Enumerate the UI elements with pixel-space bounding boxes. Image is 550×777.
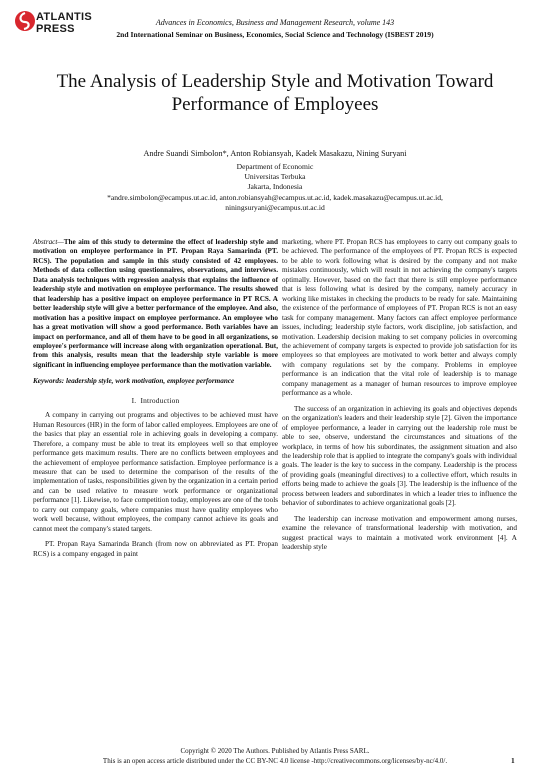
section-heading: [33, 396, 278, 405]
keywords-text: leadership style, work motivation, employee performance: [65, 377, 235, 386]
body-paragraph: marketing, where PT. Propan RCS has employees to carry out company goals to be achieved. The performance of the employees of PT. Propan RCS is expected to be able to work following what is desired by the company and not make mistakes continuously, which will result in not achieving the company's targets optimally. However, based on the fact that there is still employee performance that is less following what is desired by the company, namely accuracy in working like mistakes in checking the products to be ready for sale. Maintaining the existence of the performance of employees of PT. Propan RCS is not an easy task for company management. Many factors can affect employee performance issues, including; leadership style factors, work discipline, job satisfaction, and motivation. Leadership decision making to set company policies in overcoming the achievement of company targets is expected to provide job satisfaction for its employees so that employees are motivated to work better and always comply with company regulations set by the company. Problems in employee performance is an indication that the vital role of leadership is to manage company management as a manager of human resources to improve employee performance as a whole.: [282, 238, 517, 398]
publisher-name-line1: ATLANTIS: [36, 11, 92, 23]
publisher-name-line2: PRESS: [36, 23, 75, 35]
right-column: [282, 238, 517, 553]
body-paragraph: The leadership can increase motivation and empowerment among nurses, examine the relevance of transformational leadership with motivation, and suggest practical ways to maintain a motivated work environment [4]. A leadership style: [282, 514, 517, 552]
body-paragraph: A company in carrying out programs and objectives to be achieved must have Human Resources (HR) in the form of labor called employees. Employees are one of the basics that play an essential role in achieving goals in developing a company. Therefore, a company must be able to treat its employees well so that employee performance gets maximum results. There are no conflicts between employees and the achievement of employee performance satisfaction. Employee performance is a measure that can be used to determine the comparison of the results of the implementation of tasks, responsibilities given by the organization in a certain period and can be used relative to measure work performance or organizational performance [1]. Likewise, to face competition today, employees are one of the tools to carry out company goals, where companies must have quality employees who work well because, without employees, the company cannot achieve its goals and cannot meet the company's stated targets.: [33, 411, 278, 533]
conference-header: 2nd International Seminar on Business, Economics, Social Science and Technology (ISBEST 2019): [116, 30, 434, 39]
email-line: *andre.simbolon@ecampus.ut.ac.id, anton.robiansyah@ecampus.ut.ac.id, kadek.masakazu@ecampus.ut.ac.id,: [107, 192, 443, 202]
copyright-line: Copyright © 2020 The Authors. Published by Atlantis Press SARL.: [180, 747, 370, 755]
keywords: [33, 377, 278, 386]
affiliation-line: Universitas Terbuka: [244, 172, 306, 182]
journal-header: Advances in Economics, Business and Management Research, volume 143: [155, 18, 395, 27]
abstract-label: Abstract—: [33, 238, 64, 246]
author-list: Andre Suandi Simbolon*, Anton Robiansyah, Kadek Masakazu, Nining Suryani: [143, 149, 407, 158]
section-title: Introduction: [140, 395, 180, 405]
left-column: [33, 238, 278, 559]
affiliation-line: Department of Economic: [236, 162, 314, 171]
email-line: niningsuryani@ecampus.ut.ac.id: [225, 202, 325, 212]
paper-title: The Analysis of Leadership Style and Motivation Toward Performance of Employees: [56, 71, 494, 115]
keywords-label: Keywords:: [33, 377, 65, 386]
abstract-text: The aim of this study to determine the effect of leadership style and motivation on employee performance in PT. Propan Raya Samarinda (PT. RCS). The population and sample in this study consisted of 42 employees. Methods of data collection using questionnaires, observations, and interviews. Data analysis techniques with regression analysis that explains the influence of leadership style and motivation on employee performance. The results showed that leadership has a positive impact on employee performance in PT RCS. A better leadership style will give a better performance of the employee. And also, motivation has a positive impact on employee performance. An employee who has a great motivation will show a good performance. Both variables have an impact on performance, and all of them have to be good in all organizations, so employee's performance will increase along with organization operational. But, from this analysis, results mean that the leadership style variable is more significant in influencing employee performance than the motivation variable.: [33, 238, 278, 369]
page-number: 1: [511, 756, 515, 765]
affiliation-block: [0, 162, 550, 213]
affiliation-line: Jakarta, Indonesia: [247, 182, 303, 192]
body-paragraph: PT. Propan Raya Samarinda Branch (from now on abbreviated as PT. Propan RCS) is a company engaged in paint: [33, 540, 278, 558]
page-footer: [0, 746, 550, 766]
section-number: I.: [131, 395, 137, 405]
body-paragraph: The success of an organization in achieving its goals and objectives depends on the organization's leaders and their leadership style [2]. Given the importance of employee performance, a leader in carrying out the leadership role must be able to see, observe, understand the circumstances and situations of the workplace, in terms of how his subordinates, the assignment situation and also the leadership role that is applied to integrate the company's goals with individual goals. The leader is the key to success in the company. Leadership is the process of providing goals (meaningful directives) to a collective effort, which results in efforts being made to achieve the goals [3]. The leadership is the influence of the process between leaders and subordinates in which a leader tries to influence the behavior of subordinates to achieve organizational goals [2].: [282, 404, 517, 508]
abstract: [33, 238, 278, 370]
license-line: This is an open access article distributed under the CC BY-NC 4.0 license -http://creativecommons.org/licenses/by-nc/4.0/.: [102, 757, 448, 765]
